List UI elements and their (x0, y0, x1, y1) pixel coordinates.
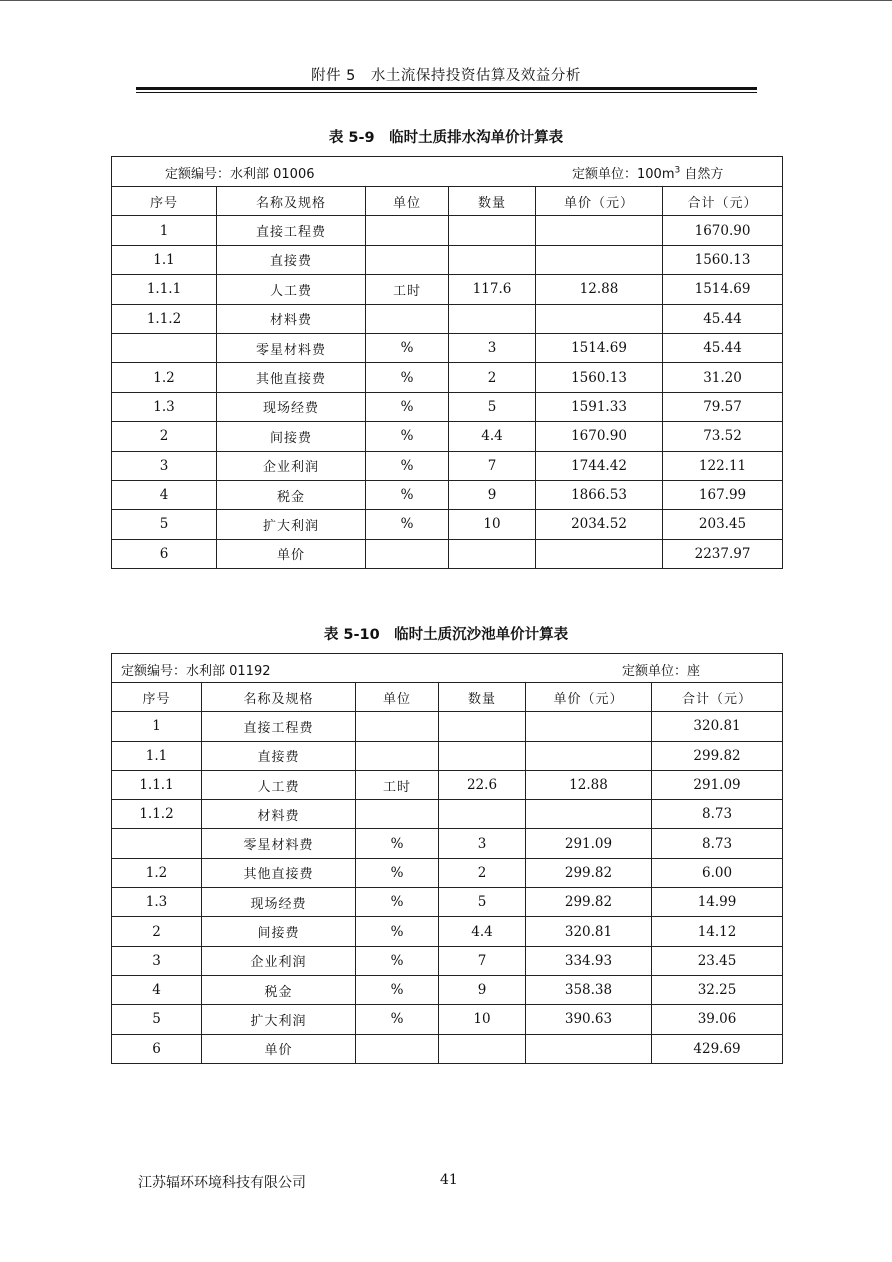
page-number: 41 (440, 1172, 458, 1188)
table-cell: 1 (112, 216, 217, 245)
table-cell: 其他直接费 (202, 858, 356, 887)
column-header: 序号 (112, 187, 217, 216)
table-cell: % (356, 1005, 439, 1034)
table-cell: 4.4 (439, 917, 526, 946)
table-cell (449, 304, 536, 333)
header-rule-thick (136, 87, 757, 90)
table-cell: 31.20 (663, 363, 783, 392)
table-cell: 2 (112, 422, 217, 451)
table-cell (526, 741, 652, 770)
table-cell: 291.09 (652, 770, 783, 799)
table-cell: 企业利润 (202, 946, 356, 975)
table-row (112, 422, 783, 451)
table-cell: 23.45 (652, 946, 783, 975)
table-cell: % (366, 392, 449, 421)
table-cell: 10 (439, 1005, 526, 1034)
table-cell: 3 (449, 333, 536, 362)
table-cell: 企业利润 (217, 451, 366, 480)
table-cell: 材料费 (202, 800, 356, 829)
table-row (112, 800, 783, 829)
header-rule-thin (136, 92, 757, 93)
table-row (112, 333, 783, 362)
table-cell: 材料费 (217, 304, 366, 333)
table-cell: 间接费 (202, 917, 356, 946)
table-cell: 429.69 (652, 1034, 783, 1063)
table-cell: 3 (112, 451, 217, 480)
table2-body (112, 654, 783, 1064)
table-row (112, 480, 783, 509)
column-header: 名称及规格 (217, 187, 366, 216)
table-cell: 间接费 (217, 422, 366, 451)
table-cell: 5 (449, 392, 536, 421)
table1-meta-cell (112, 157, 783, 187)
table-cell: 人工费 (217, 275, 366, 304)
table-cell: 1591.33 (536, 392, 663, 421)
table-cell (526, 1034, 652, 1063)
page-header: 附件 5 水土流保持投资估算及效益分析 (311, 68, 581, 84)
table-cell: 单价 (202, 1034, 356, 1063)
table-cell (356, 741, 439, 770)
table-row (112, 304, 783, 333)
table-cell: 299.82 (652, 741, 783, 770)
table-cell (366, 245, 449, 274)
table-cell: 税金 (202, 975, 356, 1004)
table-cell: 39.06 (652, 1005, 783, 1034)
table-cell: % (356, 858, 439, 887)
table-cell: 79.57 (663, 392, 783, 421)
table-cell: 2 (112, 917, 202, 946)
table-row (112, 451, 783, 480)
table-cell: 9 (439, 975, 526, 1004)
table-cell: % (366, 480, 449, 509)
table-cell: 1.1.2 (112, 800, 202, 829)
table-cell: % (366, 333, 449, 362)
table-cell: 直接费 (202, 741, 356, 770)
table-cell: 5 (112, 510, 217, 539)
table2 (111, 653, 783, 1064)
table-cell: 14.12 (652, 917, 783, 946)
table-cell (536, 216, 663, 245)
table-row (112, 975, 783, 1004)
table-cell (526, 712, 652, 741)
table-cell: 5 (439, 888, 526, 917)
table-cell: 358.38 (526, 975, 652, 1004)
table-cell: 32.25 (652, 975, 783, 1004)
column-header: 序号 (112, 683, 202, 712)
table-row (112, 829, 783, 858)
top-border (0, 0, 892, 1)
table-cell (439, 741, 526, 770)
table-cell: 税金 (217, 480, 366, 509)
table1-header-row (112, 187, 783, 216)
table-cell: 117.6 (449, 275, 536, 304)
table2-title: 表 5-10 临时土质沉沙池单价计算表 (323, 627, 569, 643)
table1-body (112, 157, 783, 569)
table-cell: 2 (439, 858, 526, 887)
table-cell: 1.3 (112, 888, 202, 917)
table-cell: 3 (112, 946, 202, 975)
table-cell: 12.88 (536, 275, 663, 304)
column-header: 数量 (449, 187, 536, 216)
table2-quota-unit: 定额单位：座 (622, 664, 701, 679)
table-cell (536, 539, 663, 568)
table-cell: 1.2 (112, 858, 202, 887)
table-row (112, 712, 783, 741)
table-row (112, 946, 783, 975)
table-cell: 14.99 (652, 888, 783, 917)
table-cell: 2 (449, 363, 536, 392)
table-cell: 45.44 (663, 333, 783, 362)
table-cell: 299.82 (526, 888, 652, 917)
table-cell: 12.88 (526, 770, 652, 799)
table-cell (449, 245, 536, 274)
table-cell: % (366, 422, 449, 451)
column-header: 单价（元） (526, 683, 652, 712)
table-cell (439, 1034, 526, 1063)
table-cell: 320.81 (652, 712, 783, 741)
table-cell: 零星材料费 (217, 333, 366, 362)
table-cell: 167.99 (663, 480, 783, 509)
table-cell: 2034.52 (536, 510, 663, 539)
table1-title: 表 5-9 临时土质排水沟单价计算表 (328, 130, 564, 146)
table-cell: 299.82 (526, 858, 652, 887)
table-row (112, 539, 783, 568)
table-cell: 直接工程费 (217, 216, 366, 245)
table-cell: 现场经费 (202, 888, 356, 917)
table1-quota-unit-label: 定额单位：100m (572, 167, 675, 182)
table-cell (356, 712, 439, 741)
table1-quota-code: 定额编号：水利部 01006 (165, 167, 315, 182)
table-row (112, 510, 783, 539)
table-cell: 人工费 (202, 770, 356, 799)
table-cell: 零星材料费 (202, 829, 356, 858)
table-cell (356, 800, 439, 829)
table-cell: 203.45 (663, 510, 783, 539)
table-cell: 其他直接费 (217, 363, 366, 392)
table-cell: % (366, 510, 449, 539)
table-cell (112, 829, 202, 858)
column-header: 单位 (366, 187, 449, 216)
table-cell: 8.73 (652, 829, 783, 858)
table-cell: 1670.90 (536, 422, 663, 451)
table-row (112, 245, 783, 274)
table-cell: 工时 (366, 275, 449, 304)
table-row (112, 770, 783, 799)
table-cell: 6 (112, 1034, 202, 1063)
table-cell: 8.73 (652, 800, 783, 829)
table-cell: 9 (449, 480, 536, 509)
table-cell: % (356, 975, 439, 1004)
table-row (112, 363, 783, 392)
table-cell: 现场经费 (217, 392, 366, 421)
table2-meta-cell (112, 654, 783, 683)
table-cell (526, 800, 652, 829)
table1-quota-unit-sup: 3 (674, 165, 681, 176)
column-header: 单价（元） (536, 187, 663, 216)
table-cell: 334.93 (526, 946, 652, 975)
table-cell: 1 (112, 712, 202, 741)
table-cell: 1866.53 (536, 480, 663, 509)
table-cell: 1744.42 (536, 451, 663, 480)
table-cell: 1.1.1 (112, 770, 202, 799)
table-cell: % (356, 829, 439, 858)
table1-quota-unit-suffix: 自然方 (680, 167, 724, 182)
table-cell: 4 (112, 480, 217, 509)
table-cell: 7 (439, 946, 526, 975)
table1 (111, 156, 783, 569)
table-cell: % (356, 888, 439, 917)
table-cell: 6 (112, 539, 217, 568)
column-header: 数量 (439, 683, 526, 712)
table-cell: % (356, 946, 439, 975)
column-header: 合计（元） (652, 683, 783, 712)
table-cell: 扩大利润 (202, 1005, 356, 1034)
table-cell (366, 216, 449, 245)
table-cell: 1.1.1 (112, 275, 217, 304)
table-cell: 10 (449, 510, 536, 539)
table-row (112, 1005, 783, 1034)
table-row (112, 1034, 783, 1063)
column-header: 名称及规格 (202, 683, 356, 712)
table-cell: 2237.97 (663, 539, 783, 568)
table-cell: 1.1.2 (112, 304, 217, 333)
table1-quota-unit (572, 163, 723, 182)
table-cell (366, 304, 449, 333)
table-cell: 390.63 (526, 1005, 652, 1034)
table-cell (356, 1034, 439, 1063)
column-header: 合计（元） (663, 187, 783, 216)
table-cell: 1514.69 (663, 275, 783, 304)
footer-company: 江苏辐环环境科技有限公司 (138, 1175, 306, 1191)
table-row (112, 858, 783, 887)
table-cell: 3 (439, 829, 526, 858)
table-cell: 直接费 (217, 245, 366, 274)
table-cell (112, 333, 217, 362)
table-cell: 320.81 (526, 917, 652, 946)
table2-quota-code: 定额编号：水利部 01192 (121, 664, 271, 679)
table2-meta-row (112, 654, 783, 683)
table-cell: 单价 (217, 539, 366, 568)
table-cell: 4 (112, 975, 202, 1004)
table-cell: 73.52 (663, 422, 783, 451)
table-row (112, 275, 783, 304)
table-cell (449, 216, 536, 245)
table-row (112, 888, 783, 917)
table-cell: 6.00 (652, 858, 783, 887)
table1-meta-row (112, 157, 783, 187)
table-cell: 7 (449, 451, 536, 480)
table-row (112, 216, 783, 245)
table-cell: 45.44 (663, 304, 783, 333)
table-cell: 1.2 (112, 363, 217, 392)
table-cell: 扩大利润 (217, 510, 366, 539)
table-cell (536, 304, 663, 333)
table-cell: % (356, 917, 439, 946)
table-cell (366, 539, 449, 568)
table-cell: 1.1 (112, 245, 217, 274)
table-cell: 291.09 (526, 829, 652, 858)
table-cell (449, 539, 536, 568)
table-cell: 1.3 (112, 392, 217, 421)
table-cell (439, 712, 526, 741)
table-cell: 直接工程费 (202, 712, 356, 741)
table-cell: 5 (112, 1005, 202, 1034)
table-cell: 1514.69 (536, 333, 663, 362)
table-cell: 1560.13 (663, 245, 783, 274)
table-cell: % (366, 451, 449, 480)
table-cell: 122.11 (663, 451, 783, 480)
table-cell (536, 245, 663, 274)
table-row (112, 741, 783, 770)
table-cell: 4.4 (449, 422, 536, 451)
table-cell (439, 800, 526, 829)
table-cell: 1.1 (112, 741, 202, 770)
table-cell: % (366, 363, 449, 392)
table-cell: 22.6 (439, 770, 526, 799)
table2-header-row (112, 683, 783, 712)
table-row (112, 917, 783, 946)
table-cell: 1560.13 (536, 363, 663, 392)
table-cell: 工时 (356, 770, 439, 799)
table-row (112, 392, 783, 421)
table-cell: 1670.90 (663, 216, 783, 245)
column-header: 单位 (356, 683, 439, 712)
